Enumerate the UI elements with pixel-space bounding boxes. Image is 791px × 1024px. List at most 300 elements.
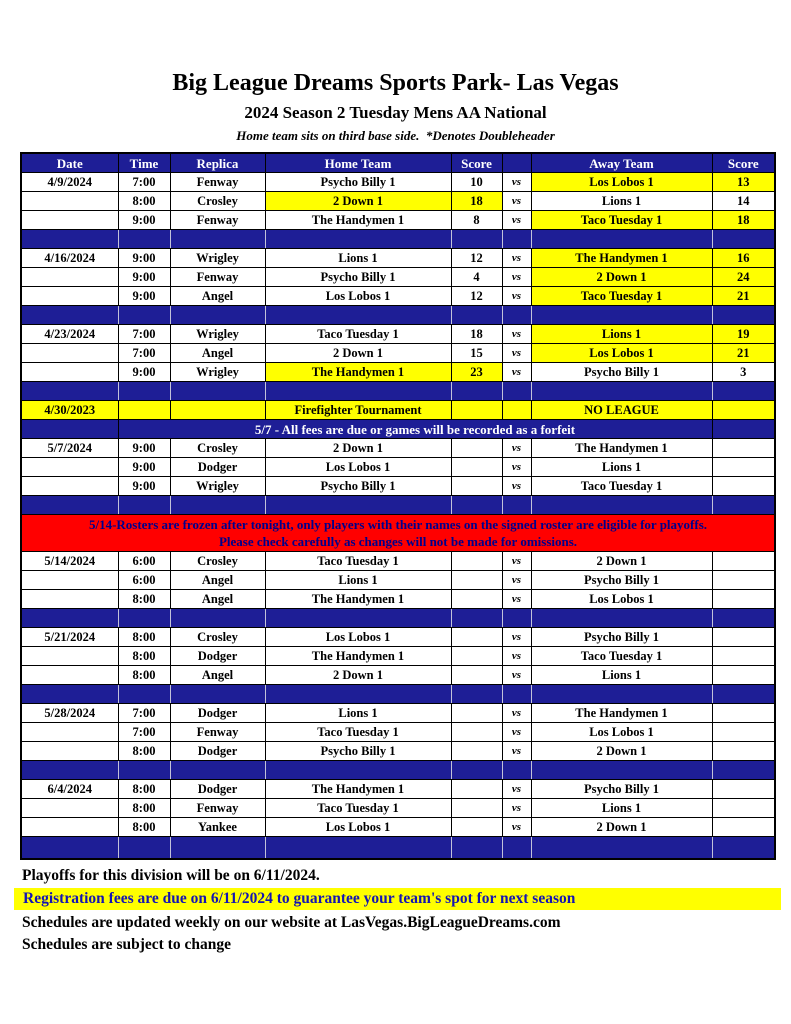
home-team-cell: Los Lobos 1 xyxy=(265,818,451,837)
time-cell: 7:00 xyxy=(118,173,170,192)
replica-cell: Dodger xyxy=(170,742,265,761)
time-cell: 7:00 xyxy=(118,344,170,363)
away-team-cell: Lions 1 xyxy=(531,458,712,477)
separator-row xyxy=(21,609,775,628)
home-score-cell xyxy=(451,666,502,685)
spacer-cell xyxy=(21,420,118,439)
separator-cell xyxy=(531,609,712,628)
away-team-cell: Taco Tuesday 1 xyxy=(531,647,712,666)
separator-cell xyxy=(712,382,775,401)
away-score-cell xyxy=(712,628,775,647)
home-team-cell: 2 Down 1 xyxy=(265,666,451,685)
away-score-cell xyxy=(712,590,775,609)
home-team-cell: 2 Down 1 xyxy=(265,344,451,363)
home-score-cell: 10 xyxy=(451,173,502,192)
date-cell: 5/7/2024 xyxy=(21,439,118,458)
separator-cell xyxy=(502,496,531,515)
time-cell: 9:00 xyxy=(118,211,170,230)
vs-label: vs xyxy=(502,666,531,685)
home-team-cell: Psycho Billy 1 xyxy=(265,742,451,761)
time-cell: 8:00 xyxy=(118,192,170,211)
home-team-cell: Psycho Billy 1 xyxy=(265,173,451,192)
vs-label: vs xyxy=(502,249,531,268)
vs-label: vs xyxy=(502,723,531,742)
home-score-cell xyxy=(451,780,502,799)
replica-cell: Wrigley xyxy=(170,249,265,268)
vs-label: vs xyxy=(502,742,531,761)
vs-cell xyxy=(502,401,531,420)
away-team-cell: NO LEAGUE xyxy=(531,401,712,420)
home-score-cell xyxy=(451,647,502,666)
separator-cell xyxy=(265,609,451,628)
home-team-cell: Taco Tuesday 1 xyxy=(265,325,451,344)
vs-label: vs xyxy=(502,590,531,609)
separator-cell xyxy=(531,230,712,249)
replica-cell: Wrigley xyxy=(170,325,265,344)
registration-fees-note: Registration fees are due on 6/11/2024 to guarantee your team's spot for next season xyxy=(14,888,781,910)
date-cell xyxy=(21,192,118,211)
separator-cell xyxy=(451,230,502,249)
separator-row xyxy=(21,685,775,704)
vs-label: vs xyxy=(502,552,531,571)
away-score-cell xyxy=(712,401,775,420)
spacer-cell xyxy=(712,420,775,439)
date-cell xyxy=(21,477,118,496)
time-cell: 9:00 xyxy=(118,249,170,268)
separator-cell xyxy=(170,761,265,780)
separator-cell xyxy=(118,761,170,780)
page-header xyxy=(0,0,791,143)
away-team-cell: Los Lobos 1 xyxy=(531,173,712,192)
game-row xyxy=(21,590,775,609)
separator-cell xyxy=(21,496,118,515)
rosters-frozen-notice xyxy=(21,515,775,552)
home-team-cell: 2 Down 1 xyxy=(265,439,451,458)
separator-cell xyxy=(265,496,451,515)
home-score-cell: 18 xyxy=(451,325,502,344)
home-score-cell xyxy=(451,818,502,837)
home-team-cell: Psycho Billy 1 xyxy=(265,477,451,496)
time-cell: 9:00 xyxy=(118,458,170,477)
page-title: Big League Dreams Sports Park- Las Vegas xyxy=(172,70,619,96)
away-team-cell: Taco Tuesday 1 xyxy=(531,477,712,496)
separator-cell xyxy=(531,382,712,401)
separator-cell xyxy=(21,382,118,401)
home-team-cell: Lions 1 xyxy=(265,571,451,590)
date-cell: 4/16/2024 xyxy=(21,249,118,268)
away-team-cell: Psycho Billy 1 xyxy=(531,780,712,799)
time-cell: 6:00 xyxy=(118,552,170,571)
game-row xyxy=(21,571,775,590)
date-cell xyxy=(21,458,118,477)
separator-cell xyxy=(451,609,502,628)
replica-cell: Fenway xyxy=(170,211,265,230)
vs-label: vs xyxy=(502,173,531,192)
away-score-cell xyxy=(712,647,775,666)
away-score-cell xyxy=(712,742,775,761)
home-score-cell xyxy=(451,401,502,420)
separator-cell xyxy=(170,382,265,401)
home-team-cell: Los Lobos 1 xyxy=(265,287,451,306)
time-cell: 8:00 xyxy=(118,647,170,666)
vs-label: vs xyxy=(502,287,531,306)
date-cell xyxy=(21,818,118,837)
col-header-vs xyxy=(502,153,531,173)
home-score-cell xyxy=(451,552,502,571)
away-score-cell: 21 xyxy=(712,344,775,363)
away-score-cell xyxy=(712,704,775,723)
time-cell: 7:00 xyxy=(118,325,170,344)
page-footer xyxy=(0,865,791,955)
away-score-cell xyxy=(712,477,775,496)
separator-cell xyxy=(531,685,712,704)
date-cell xyxy=(21,647,118,666)
vs-label: vs xyxy=(502,268,531,287)
time-cell: 9:00 xyxy=(118,287,170,306)
date-cell: 6/4/2024 xyxy=(21,780,118,799)
game-row xyxy=(21,666,775,685)
separator-cell xyxy=(265,382,451,401)
date-cell: 4/9/2024 xyxy=(21,173,118,192)
vs-label: vs xyxy=(502,704,531,723)
separator-cell xyxy=(502,230,531,249)
fees-due-notice: 5/7 - All fees are due or games will be recorded as a forfeit xyxy=(118,420,712,439)
game-row xyxy=(21,363,775,382)
replica-cell xyxy=(170,401,265,420)
vs-label: vs xyxy=(502,780,531,799)
away-team-cell: Psycho Billy 1 xyxy=(531,571,712,590)
home-score-cell xyxy=(451,628,502,647)
replica-cell: Angel xyxy=(170,590,265,609)
date-cell xyxy=(21,363,118,382)
away-team-cell: Taco Tuesday 1 xyxy=(531,211,712,230)
away-team-cell: The Handymen 1 xyxy=(531,249,712,268)
home-score-cell: 8 xyxy=(451,211,502,230)
home-score-cell xyxy=(451,458,502,477)
separator-cell xyxy=(502,761,531,780)
schedule-body xyxy=(21,173,775,860)
time-cell: 9:00 xyxy=(118,439,170,458)
separator-cell xyxy=(451,306,502,325)
away-team-cell: The Handymen 1 xyxy=(531,704,712,723)
separator-cell xyxy=(265,761,451,780)
separator-cell xyxy=(451,685,502,704)
separator-cell xyxy=(502,306,531,325)
website-note: Schedules are updated weekly on our website at LasVegas.BigLeagueDreams.com xyxy=(22,914,561,931)
replica-cell: Wrigley xyxy=(170,477,265,496)
home-score-cell xyxy=(451,704,502,723)
separator-row xyxy=(21,761,775,780)
separator-cell xyxy=(502,685,531,704)
game-row xyxy=(21,704,775,723)
home-team-cell: The Handymen 1 xyxy=(265,211,451,230)
away-team-cell: 2 Down 1 xyxy=(531,818,712,837)
separator-cell xyxy=(712,837,775,860)
separator-row xyxy=(21,230,775,249)
replica-cell: Angel xyxy=(170,344,265,363)
separator-cell xyxy=(531,837,712,860)
home-team-cell: Los Lobos 1 xyxy=(265,458,451,477)
replica-cell: Angel xyxy=(170,571,265,590)
game-row xyxy=(21,799,775,818)
header-row xyxy=(21,153,775,173)
home-team-cell: Lions 1 xyxy=(265,704,451,723)
home-score-cell: 4 xyxy=(451,268,502,287)
away-score-cell xyxy=(712,439,775,458)
game-row xyxy=(21,192,775,211)
home-score-cell xyxy=(451,439,502,458)
vs-label: vs xyxy=(502,628,531,647)
vs-label: vs xyxy=(502,439,531,458)
separator-row xyxy=(21,496,775,515)
game-row xyxy=(21,344,775,363)
schedule-table xyxy=(20,152,776,860)
away-team-cell: Taco Tuesday 1 xyxy=(531,287,712,306)
rosters-frozen-notice-line: 5/14-Rosters are frozen after tonight, only players with their names on the signed roster are eligible for playoffs. xyxy=(88,516,708,532)
separator-cell xyxy=(451,837,502,860)
away-score-cell: 14 xyxy=(712,192,775,211)
away-team-cell: Los Lobos 1 xyxy=(531,590,712,609)
home-score-cell: 15 xyxy=(451,344,502,363)
separator-cell xyxy=(118,609,170,628)
home-team-cell: Firefighter Tournament xyxy=(265,401,451,420)
separator-cell xyxy=(170,685,265,704)
away-score-cell xyxy=(712,780,775,799)
away-score-cell: 24 xyxy=(712,268,775,287)
vs-label: vs xyxy=(502,344,531,363)
game-row xyxy=(21,458,775,477)
home-team-cell: The Handymen 1 xyxy=(265,647,451,666)
separator-cell xyxy=(712,496,775,515)
home-team-cell: Lions 1 xyxy=(265,249,451,268)
replica-cell: Angel xyxy=(170,287,265,306)
home-team-cell: Taco Tuesday 1 xyxy=(265,799,451,818)
date-cell xyxy=(21,742,118,761)
home-team-cell: Taco Tuesday 1 xyxy=(265,723,451,742)
vs-label: vs xyxy=(502,192,531,211)
home-team-cell: The Handymen 1 xyxy=(265,590,451,609)
home-score-cell xyxy=(451,742,502,761)
date-cell: 5/14/2024 xyxy=(21,552,118,571)
time-cell: 7:00 xyxy=(118,723,170,742)
separator-cell xyxy=(118,837,170,860)
game-row xyxy=(21,325,775,344)
date-cell xyxy=(21,723,118,742)
home-score-cell: 18 xyxy=(451,192,502,211)
home-score-cell: 23 xyxy=(451,363,502,382)
home-score-cell: 12 xyxy=(451,249,502,268)
vs-label: vs xyxy=(502,647,531,666)
away-score-cell xyxy=(712,799,775,818)
col-header-home-team: Home Team xyxy=(265,153,451,173)
game-row xyxy=(21,249,775,268)
tournament-row xyxy=(21,401,775,420)
away-score-cell xyxy=(712,723,775,742)
separator-cell xyxy=(531,496,712,515)
game-row xyxy=(21,439,775,458)
game-row xyxy=(21,552,775,571)
vs-label: vs xyxy=(502,818,531,837)
away-team-cell: The Handymen 1 xyxy=(531,439,712,458)
separator-cell xyxy=(502,382,531,401)
away-team-cell: Psycho Billy 1 xyxy=(531,363,712,382)
home-score-cell xyxy=(451,799,502,818)
game-row xyxy=(21,173,775,192)
vs-label: vs xyxy=(502,571,531,590)
home-team-cell: The Handymen 1 xyxy=(265,363,451,382)
separator-cell xyxy=(712,761,775,780)
date-cell: 5/21/2024 xyxy=(21,628,118,647)
col-header-home-score: Score xyxy=(451,153,502,173)
game-row xyxy=(21,818,775,837)
separator-cell xyxy=(118,685,170,704)
separator-cell xyxy=(170,306,265,325)
rosters-frozen-notice-line: Please check carefully as changes will not be made for omissions. xyxy=(218,534,578,549)
replica-cell: Fenway xyxy=(170,799,265,818)
time-cell: 8:00 xyxy=(118,799,170,818)
separator-cell xyxy=(451,496,502,515)
replica-cell: Crosley xyxy=(170,552,265,571)
notice-row-rosters xyxy=(21,515,775,552)
replica-cell: Fenway xyxy=(170,723,265,742)
separator-cell xyxy=(265,837,451,860)
replica-cell: Dodger xyxy=(170,780,265,799)
game-row xyxy=(21,477,775,496)
home-score-cell xyxy=(451,571,502,590)
away-score-cell: 3 xyxy=(712,363,775,382)
col-header-away-score: Score xyxy=(712,153,775,173)
separator-cell xyxy=(21,306,118,325)
home-score-cell xyxy=(451,590,502,609)
separator-cell xyxy=(265,306,451,325)
away-team-cell: Lions 1 xyxy=(531,325,712,344)
home-score-cell xyxy=(451,477,502,496)
date-cell: 5/28/2024 xyxy=(21,704,118,723)
separator-cell xyxy=(502,609,531,628)
separator-row xyxy=(21,306,775,325)
vs-label: vs xyxy=(502,458,531,477)
time-cell: 6:00 xyxy=(118,571,170,590)
vs-label: vs xyxy=(502,799,531,818)
separator-cell xyxy=(265,230,451,249)
home-team-cell: Los Lobos 1 xyxy=(265,628,451,647)
date-cell xyxy=(21,590,118,609)
away-score-cell: 16 xyxy=(712,249,775,268)
away-score-cell xyxy=(712,666,775,685)
vs-label: vs xyxy=(502,363,531,382)
game-row xyxy=(21,211,775,230)
time-cell: 8:00 xyxy=(118,742,170,761)
away-team-cell: 2 Down 1 xyxy=(531,268,712,287)
replica-cell: Fenway xyxy=(170,268,265,287)
away-team-cell: 2 Down 1 xyxy=(531,742,712,761)
time-cell: 7:00 xyxy=(118,704,170,723)
time-cell: 8:00 xyxy=(118,666,170,685)
replica-cell: Fenway xyxy=(170,173,265,192)
game-row xyxy=(21,268,775,287)
home-score-cell: 12 xyxy=(451,287,502,306)
replica-cell: Dodger xyxy=(170,704,265,723)
col-header-away-team: Away Team xyxy=(531,153,712,173)
time-cell xyxy=(118,401,170,420)
replica-cell: Crosley xyxy=(170,192,265,211)
separator-cell xyxy=(21,230,118,249)
game-row xyxy=(21,628,775,647)
separator-cell xyxy=(451,382,502,401)
separator-cell xyxy=(21,761,118,780)
separator-cell xyxy=(118,496,170,515)
away-score-cell xyxy=(712,458,775,477)
away-team-cell: Psycho Billy 1 xyxy=(531,628,712,647)
time-cell: 9:00 xyxy=(118,477,170,496)
away-team-cell: Lions 1 xyxy=(531,666,712,685)
col-header-replica: Replica xyxy=(170,153,265,173)
separator-cell xyxy=(451,761,502,780)
game-row xyxy=(21,742,775,761)
away-score-cell: 21 xyxy=(712,287,775,306)
away-score-cell xyxy=(712,571,775,590)
home-team-cell: 2 Down 1 xyxy=(265,192,451,211)
date-cell xyxy=(21,799,118,818)
separator-cell xyxy=(170,837,265,860)
date-cell: 4/23/2024 xyxy=(21,325,118,344)
date-cell: 4/30/2023 xyxy=(21,401,118,420)
vs-label: vs xyxy=(502,325,531,344)
replica-cell: Dodger xyxy=(170,458,265,477)
date-cell xyxy=(21,344,118,363)
game-row xyxy=(21,647,775,666)
separator-row xyxy=(21,382,775,401)
game-row xyxy=(21,287,775,306)
away-team-cell: Los Lobos 1 xyxy=(531,723,712,742)
home-team-cell: The Handymen 1 xyxy=(265,780,451,799)
vs-label: vs xyxy=(502,211,531,230)
separator-cell xyxy=(170,609,265,628)
home-team-cell: Psycho Billy 1 xyxy=(265,268,451,287)
separator-cell xyxy=(531,761,712,780)
separator-cell xyxy=(118,306,170,325)
replica-cell: Yankee xyxy=(170,818,265,837)
time-cell: 8:00 xyxy=(118,628,170,647)
replica-cell: Crosley xyxy=(170,439,265,458)
away-team-cell: Lions 1 xyxy=(531,799,712,818)
away-score-cell: 13 xyxy=(712,173,775,192)
time-cell: 8:00 xyxy=(118,780,170,799)
page-subtitle: 2024 Season 2 Tuesday Mens AA National xyxy=(244,103,547,122)
separator-cell xyxy=(712,230,775,249)
away-score-cell xyxy=(712,818,775,837)
date-cell xyxy=(21,287,118,306)
col-header-time: Time xyxy=(118,153,170,173)
away-team-cell: 2 Down 1 xyxy=(531,552,712,571)
home-team-cell: Taco Tuesday 1 xyxy=(265,552,451,571)
date-cell xyxy=(21,211,118,230)
separator-cell xyxy=(170,230,265,249)
subject-to-change-note: Schedules are subject to change xyxy=(22,936,231,953)
replica-cell: Angel xyxy=(170,666,265,685)
separator-cell xyxy=(118,230,170,249)
time-cell: 8:00 xyxy=(118,590,170,609)
separator-cell xyxy=(502,837,531,860)
away-team-cell: Los Lobos 1 xyxy=(531,344,712,363)
separator-cell xyxy=(21,837,118,860)
separator-cell xyxy=(265,685,451,704)
separator-cell xyxy=(21,609,118,628)
away-score-cell: 18 xyxy=(712,211,775,230)
away-team-cell: Lions 1 xyxy=(531,192,712,211)
separator-cell xyxy=(712,306,775,325)
separator-cell xyxy=(21,685,118,704)
